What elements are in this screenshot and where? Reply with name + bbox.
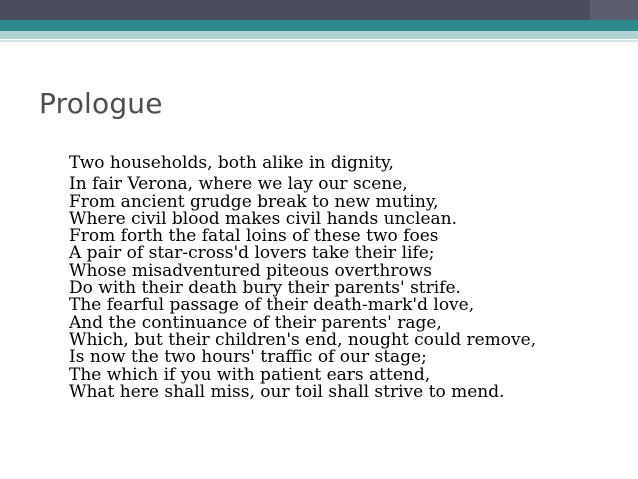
poem-line: The which if you with patient ears attend, [69, 364, 431, 385]
poem-line: From ancient grudge break to new mutiny, [69, 191, 439, 212]
poem-line: Do with their death bury their parents' strife. [69, 278, 461, 299]
prologue-text [69, 155, 629, 401]
poem-line: Is now the two hours' traffic of our stage; [69, 347, 427, 368]
poem-line: And the continuance of their parents' rage, [69, 312, 442, 333]
poem-line: Which, but their children's end, nought could remove, [69, 329, 537, 350]
slide-title: Prologue [39, 87, 163, 120]
poem-line: The fearful passage of their death-mark'd love, [69, 295, 475, 316]
header-teal-band [0, 20, 638, 31]
header-light-band [0, 31, 638, 39]
header-divider [0, 40, 638, 42]
poem-line: In fair Verona, where we lay our scene, [69, 174, 408, 195]
poem-line: Whose misadventured piteous overthrows [69, 260, 432, 281]
poem-line: What here shall miss, our toil shall strive to mend. [69, 381, 505, 402]
poem-line: A pair of star-cross'd lovers take their life; [69, 243, 435, 264]
poem-line: From forth the fatal loins of these two foes [69, 226, 439, 247]
header-dark-band [0, 0, 638, 20]
header-dark-accent [590, 0, 638, 20]
poem-line: Two households, both alike in dignity, [69, 153, 394, 173]
poem-line: Where civil blood makes civil hands unclean. [69, 208, 458, 229]
